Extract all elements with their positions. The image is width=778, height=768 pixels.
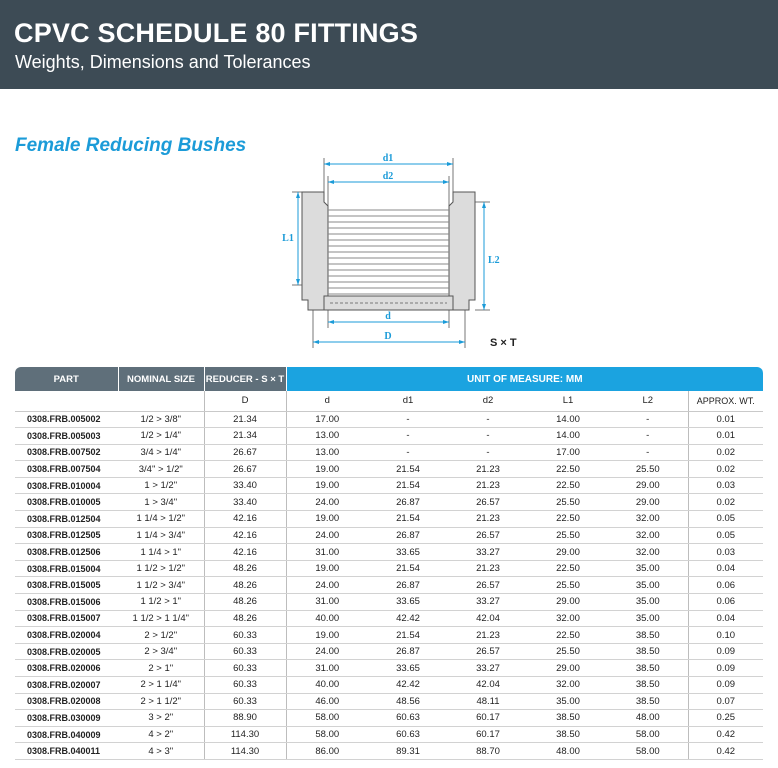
cell-d1: 60.63 bbox=[368, 710, 448, 727]
cell-L2: 32.00 bbox=[608, 527, 688, 544]
cell-d: 40.00 bbox=[286, 610, 368, 627]
subheader-d: d bbox=[286, 391, 368, 411]
cell-L1: 25.50 bbox=[528, 494, 608, 511]
cell-part-number: 0308.FRB.040011 bbox=[15, 743, 118, 760]
table-body bbox=[15, 411, 763, 759]
table-row bbox=[15, 494, 763, 511]
cell-approx-weight: 0.09 bbox=[688, 677, 763, 694]
cell-D: 60.33 bbox=[204, 677, 286, 694]
cell-L1: 17.00 bbox=[528, 444, 608, 461]
cell-d1: 21.54 bbox=[368, 461, 448, 478]
cell-L2: 58.00 bbox=[608, 726, 688, 743]
cell-L1: 29.00 bbox=[528, 660, 608, 677]
cell-L1: 22.50 bbox=[528, 627, 608, 644]
cell-d: 19.00 bbox=[286, 477, 368, 494]
cell-nominal-size: 2 > 1 1/4" bbox=[118, 677, 204, 694]
cell-d2: 26.57 bbox=[448, 494, 528, 511]
table-row bbox=[15, 511, 763, 528]
label-d2: d2 bbox=[382, 171, 394, 182]
cell-d2: 21.23 bbox=[448, 627, 528, 644]
cell-d2: 60.17 bbox=[448, 710, 528, 727]
cell-d: 19.00 bbox=[286, 560, 368, 577]
cell-D: 26.67 bbox=[204, 461, 286, 478]
connection-type: S × T bbox=[490, 337, 517, 349]
cell-L1: 22.50 bbox=[528, 560, 608, 577]
cell-nominal-size: 2 > 3/4" bbox=[118, 643, 204, 660]
cell-L1: 25.50 bbox=[528, 577, 608, 594]
subheader-empty-1 bbox=[15, 391, 118, 411]
cell-part-number: 0308.FRB.015007 bbox=[15, 610, 118, 627]
table-row bbox=[15, 643, 763, 660]
cell-L2: - bbox=[608, 444, 688, 461]
cell-d: 58.00 bbox=[286, 726, 368, 743]
cell-nominal-size: 1 > 3/4" bbox=[118, 494, 204, 511]
cell-approx-weight: 0.10 bbox=[688, 627, 763, 644]
cell-approx-weight: 0.04 bbox=[688, 560, 763, 577]
cell-nominal-size: 1 1/2 > 3/4" bbox=[118, 577, 204, 594]
cell-L2: 38.50 bbox=[608, 627, 688, 644]
cell-L2: 32.00 bbox=[608, 544, 688, 561]
cell-L2: 38.50 bbox=[608, 660, 688, 677]
cell-L1: 29.00 bbox=[528, 544, 608, 561]
cell-D: 48.26 bbox=[204, 577, 286, 594]
cell-nominal-size: 1 > 1/2" bbox=[118, 477, 204, 494]
cell-d: 19.00 bbox=[286, 511, 368, 528]
cell-L2: 35.00 bbox=[608, 560, 688, 577]
cell-L1: 25.50 bbox=[528, 643, 608, 660]
cell-nominal-size: 2 > 1" bbox=[118, 660, 204, 677]
cell-approx-weight: 0.25 bbox=[688, 710, 763, 727]
table-row bbox=[15, 444, 763, 461]
cell-L1: 48.00 bbox=[528, 743, 608, 760]
table-row bbox=[15, 710, 763, 727]
label-d1: d1 bbox=[382, 153, 394, 164]
label-D: D bbox=[384, 331, 392, 342]
cell-d: 31.00 bbox=[286, 594, 368, 611]
cell-d1: 26.87 bbox=[368, 494, 448, 511]
label-L1: L1 bbox=[282, 233, 294, 244]
cell-approx-weight: 0.09 bbox=[688, 660, 763, 677]
cell-L1: 35.00 bbox=[528, 693, 608, 710]
cell-d: 17.00 bbox=[286, 411, 368, 428]
cell-d2: 33.27 bbox=[448, 660, 528, 677]
table-header-row bbox=[15, 367, 763, 391]
header-unit-of-measure: UNIT OF MEASURE: MM bbox=[286, 367, 763, 391]
cell-L2: 25.50 bbox=[608, 461, 688, 478]
cell-L1: 22.50 bbox=[528, 511, 608, 528]
subheader-d2: d2 bbox=[448, 391, 528, 411]
cell-d: 31.00 bbox=[286, 544, 368, 561]
cell-d: 58.00 bbox=[286, 710, 368, 727]
cell-d2: 42.04 bbox=[448, 610, 528, 627]
subheader-approx-weight: APPROX. WT. bbox=[688, 391, 763, 411]
cell-nominal-size: 1 1/2 > 1 1/4" bbox=[118, 610, 204, 627]
cell-part-number: 0308.FRB.005003 bbox=[15, 428, 118, 445]
cell-d1: 33.65 bbox=[368, 660, 448, 677]
dimensions-table-container bbox=[15, 367, 763, 760]
cell-nominal-size: 2 > 1 1/2" bbox=[118, 693, 204, 710]
cell-part-number: 0308.FRB.020008 bbox=[15, 693, 118, 710]
table-row bbox=[15, 411, 763, 428]
label-d: d bbox=[385, 311, 391, 322]
subheader-empty-2 bbox=[118, 391, 204, 411]
cell-d: 19.00 bbox=[286, 627, 368, 644]
cell-L1: 32.00 bbox=[528, 610, 608, 627]
cell-L1: 25.50 bbox=[528, 527, 608, 544]
cell-approx-weight: 0.09 bbox=[688, 643, 763, 660]
cell-nominal-size: 1 1/2 > 1/2" bbox=[118, 560, 204, 577]
cell-nominal-size: 2 > 1/2" bbox=[118, 627, 204, 644]
cell-D: 42.16 bbox=[204, 511, 286, 528]
cell-part-number: 0308.FRB.020006 bbox=[15, 660, 118, 677]
cell-L2: 35.00 bbox=[608, 594, 688, 611]
dimensions-table bbox=[15, 367, 763, 760]
table-row bbox=[15, 428, 763, 445]
cell-d: 31.00 bbox=[286, 660, 368, 677]
cell-D: 114.30 bbox=[204, 743, 286, 760]
cell-D: 21.34 bbox=[204, 428, 286, 445]
cell-approx-weight: 0.02 bbox=[688, 461, 763, 478]
cell-d: 46.00 bbox=[286, 693, 368, 710]
cell-d1: 89.31 bbox=[368, 743, 448, 760]
cell-d1: 21.54 bbox=[368, 477, 448, 494]
cell-d2: 26.57 bbox=[448, 527, 528, 544]
table-row bbox=[15, 560, 763, 577]
cell-d2: 42.04 bbox=[448, 677, 528, 694]
cell-part-number: 0308.FRB.020007 bbox=[15, 677, 118, 694]
cell-L2: 48.00 bbox=[608, 710, 688, 727]
table-row bbox=[15, 660, 763, 677]
cell-approx-weight: 0.06 bbox=[688, 577, 763, 594]
cell-d2: 26.57 bbox=[448, 643, 528, 660]
cell-part-number: 0308.FRB.010004 bbox=[15, 477, 118, 494]
cell-d1: 26.87 bbox=[368, 527, 448, 544]
cell-D: 48.26 bbox=[204, 560, 286, 577]
cell-d2: 33.27 bbox=[448, 594, 528, 611]
cell-D: 42.16 bbox=[204, 527, 286, 544]
cell-L1: 32.00 bbox=[528, 677, 608, 694]
cell-D: 48.26 bbox=[204, 594, 286, 611]
cell-d2: 60.17 bbox=[448, 726, 528, 743]
cell-d2: 88.70 bbox=[448, 743, 528, 760]
cell-nominal-size: 1/2 > 1/4" bbox=[118, 428, 204, 445]
cell-d2: 21.23 bbox=[448, 560, 528, 577]
cell-L2: 38.50 bbox=[608, 677, 688, 694]
cell-part-number: 0308.FRB.015004 bbox=[15, 560, 118, 577]
cell-D: 114.30 bbox=[204, 726, 286, 743]
cell-L1: 14.00 bbox=[528, 428, 608, 445]
table-row bbox=[15, 527, 763, 544]
cell-d: 24.00 bbox=[286, 643, 368, 660]
cell-L1: 22.50 bbox=[528, 461, 608, 478]
table-row bbox=[15, 477, 763, 494]
cell-d: 24.00 bbox=[286, 577, 368, 594]
cell-D: 33.40 bbox=[204, 477, 286, 494]
cell-d2: - bbox=[448, 411, 528, 428]
table-row bbox=[15, 461, 763, 478]
cell-d2: - bbox=[448, 428, 528, 445]
cell-d: 86.00 bbox=[286, 743, 368, 760]
cell-D: 33.40 bbox=[204, 494, 286, 511]
cell-D: 26.67 bbox=[204, 444, 286, 461]
cell-D: 60.33 bbox=[204, 643, 286, 660]
cell-nominal-size: 1/2 > 3/8" bbox=[118, 411, 204, 428]
cell-nominal-size: 1 1/4 > 1/2" bbox=[118, 511, 204, 528]
cell-L2: 35.00 bbox=[608, 577, 688, 594]
cell-L2: 38.50 bbox=[608, 693, 688, 710]
cell-L1: 29.00 bbox=[528, 594, 608, 611]
cell-d1: - bbox=[368, 411, 448, 428]
cell-L1: 38.50 bbox=[528, 726, 608, 743]
cell-part-number: 0308.FRB.020005 bbox=[15, 643, 118, 660]
table-row bbox=[15, 610, 763, 627]
cell-d2: 21.23 bbox=[448, 477, 528, 494]
cell-approx-weight: 0.07 bbox=[688, 693, 763, 710]
cell-D: 42.16 bbox=[204, 544, 286, 561]
cell-d: 13.00 bbox=[286, 428, 368, 445]
bush-bottom-socket bbox=[324, 296, 453, 310]
subheader-L1: L1 bbox=[528, 391, 608, 411]
cell-part-number: 0308.FRB.010005 bbox=[15, 494, 118, 511]
section-title: Female Reducing Bushes bbox=[15, 135, 247, 156]
cell-approx-weight: 0.42 bbox=[688, 726, 763, 743]
cell-approx-weight: 0.04 bbox=[688, 610, 763, 627]
cell-part-number: 0308.FRB.020004 bbox=[15, 627, 118, 644]
cell-L2: - bbox=[608, 411, 688, 428]
cell-L1: 14.00 bbox=[528, 411, 608, 428]
cell-part-number: 0308.FRB.012506 bbox=[15, 544, 118, 561]
table-row bbox=[15, 677, 763, 694]
cell-approx-weight: 0.03 bbox=[688, 477, 763, 494]
cell-d1: - bbox=[368, 444, 448, 461]
subheader-D: D bbox=[204, 391, 286, 411]
cell-approx-weight: 0.06 bbox=[688, 594, 763, 611]
page-header bbox=[0, 0, 778, 89]
cell-approx-weight: 0.05 bbox=[688, 511, 763, 528]
cell-d1: 26.87 bbox=[368, 577, 448, 594]
cell-d2: - bbox=[448, 444, 528, 461]
cell-part-number: 0308.FRB.012505 bbox=[15, 527, 118, 544]
table-row bbox=[15, 544, 763, 561]
cell-part-number: 0308.FRB.030009 bbox=[15, 710, 118, 727]
cell-nominal-size: 3/4" > 1/2" bbox=[118, 461, 204, 478]
cell-d1: 33.65 bbox=[368, 544, 448, 561]
cell-nominal-size: 4 > 2" bbox=[118, 726, 204, 743]
cell-approx-weight: 0.03 bbox=[688, 544, 763, 561]
cell-d2: 21.23 bbox=[448, 511, 528, 528]
cell-part-number: 0308.FRB.012504 bbox=[15, 511, 118, 528]
cell-d1: 21.54 bbox=[368, 560, 448, 577]
table-row bbox=[15, 743, 763, 760]
table-row bbox=[15, 726, 763, 743]
cell-nominal-size: 1 1/4 > 1" bbox=[118, 544, 204, 561]
cell-L2: 38.50 bbox=[608, 643, 688, 660]
cell-d1: 33.65 bbox=[368, 594, 448, 611]
cell-part-number: 0308.FRB.015006 bbox=[15, 594, 118, 611]
page-title: CPVC SCHEDULE 80 FITTINGS bbox=[14, 18, 419, 48]
cell-d2: 26.57 bbox=[448, 577, 528, 594]
page-subtitle: Weights, Dimensions and Tolerances bbox=[15, 52, 311, 72]
cell-d2: 48.11 bbox=[448, 693, 528, 710]
bush-drawing bbox=[278, 150, 528, 350]
cell-d1: 60.63 bbox=[368, 726, 448, 743]
cell-d1: - bbox=[368, 428, 448, 445]
table-row bbox=[15, 693, 763, 710]
bush-diagram bbox=[278, 150, 528, 350]
cell-D: 60.33 bbox=[204, 660, 286, 677]
cell-nominal-size: 4 > 3" bbox=[118, 743, 204, 760]
cell-nominal-size: 3 > 2" bbox=[118, 710, 204, 727]
subheader-d1: d1 bbox=[368, 391, 448, 411]
cell-nominal-size: 1 1/2 > 1" bbox=[118, 594, 204, 611]
cell-approx-weight: 0.05 bbox=[688, 527, 763, 544]
cell-d1: 21.54 bbox=[368, 511, 448, 528]
cell-approx-weight: 0.02 bbox=[688, 494, 763, 511]
cell-d2: 21.23 bbox=[448, 461, 528, 478]
cell-d1: 42.42 bbox=[368, 610, 448, 627]
header-nominal-size: NOMINAL SIZE bbox=[118, 367, 204, 391]
cell-d1: 48.56 bbox=[368, 693, 448, 710]
cell-L1: 38.50 bbox=[528, 710, 608, 727]
cell-part-number: 0308.FRB.015005 bbox=[15, 577, 118, 594]
cell-nominal-size: 3/4 > 1/4" bbox=[118, 444, 204, 461]
subheader-L2: L2 bbox=[608, 391, 688, 411]
cell-part-number: 0308.FRB.007504 bbox=[15, 461, 118, 478]
table-row bbox=[15, 594, 763, 611]
cell-L2: 58.00 bbox=[608, 743, 688, 760]
table-row bbox=[15, 577, 763, 594]
cell-d: 13.00 bbox=[286, 444, 368, 461]
cell-d2: 33.27 bbox=[448, 544, 528, 561]
cell-D: 60.33 bbox=[204, 627, 286, 644]
cell-d: 24.00 bbox=[286, 527, 368, 544]
cell-L2: 29.00 bbox=[608, 494, 688, 511]
cell-L2: - bbox=[608, 428, 688, 445]
cell-part-number: 0308.FRB.040009 bbox=[15, 726, 118, 743]
cell-L2: 32.00 bbox=[608, 511, 688, 528]
cell-L2: 35.00 bbox=[608, 610, 688, 627]
cell-approx-weight: 0.01 bbox=[688, 428, 763, 445]
label-L2: L2 bbox=[488, 255, 500, 266]
cell-D: 21.34 bbox=[204, 411, 286, 428]
cell-d1: 42.42 bbox=[368, 677, 448, 694]
cell-d1: 21.54 bbox=[368, 627, 448, 644]
cell-part-number: 0308.FRB.007502 bbox=[15, 444, 118, 461]
cell-approx-weight: 0.01 bbox=[688, 411, 763, 428]
thread-lines bbox=[328, 210, 449, 294]
header-part: PART bbox=[15, 367, 118, 391]
cell-d: 40.00 bbox=[286, 677, 368, 694]
cell-part-number: 0308.FRB.005002 bbox=[15, 411, 118, 428]
cell-d: 24.00 bbox=[286, 494, 368, 511]
cell-d: 19.00 bbox=[286, 461, 368, 478]
cell-d1: 26.87 bbox=[368, 643, 448, 660]
bush-wall-left bbox=[302, 192, 328, 310]
table-row bbox=[15, 627, 763, 644]
cell-D: 60.33 bbox=[204, 693, 286, 710]
bush-wall-right bbox=[449, 192, 475, 310]
cell-approx-weight: 0.02 bbox=[688, 444, 763, 461]
table-subheader-row bbox=[15, 391, 763, 411]
cell-D: 88.90 bbox=[204, 710, 286, 727]
cell-L2: 29.00 bbox=[608, 477, 688, 494]
cell-D: 48.26 bbox=[204, 610, 286, 627]
cell-nominal-size: 1 1/4 > 3/4" bbox=[118, 527, 204, 544]
cell-L1: 22.50 bbox=[528, 477, 608, 494]
cell-approx-weight: 0.42 bbox=[688, 743, 763, 760]
header-reducer: REDUCER - S × T bbox=[204, 367, 286, 391]
